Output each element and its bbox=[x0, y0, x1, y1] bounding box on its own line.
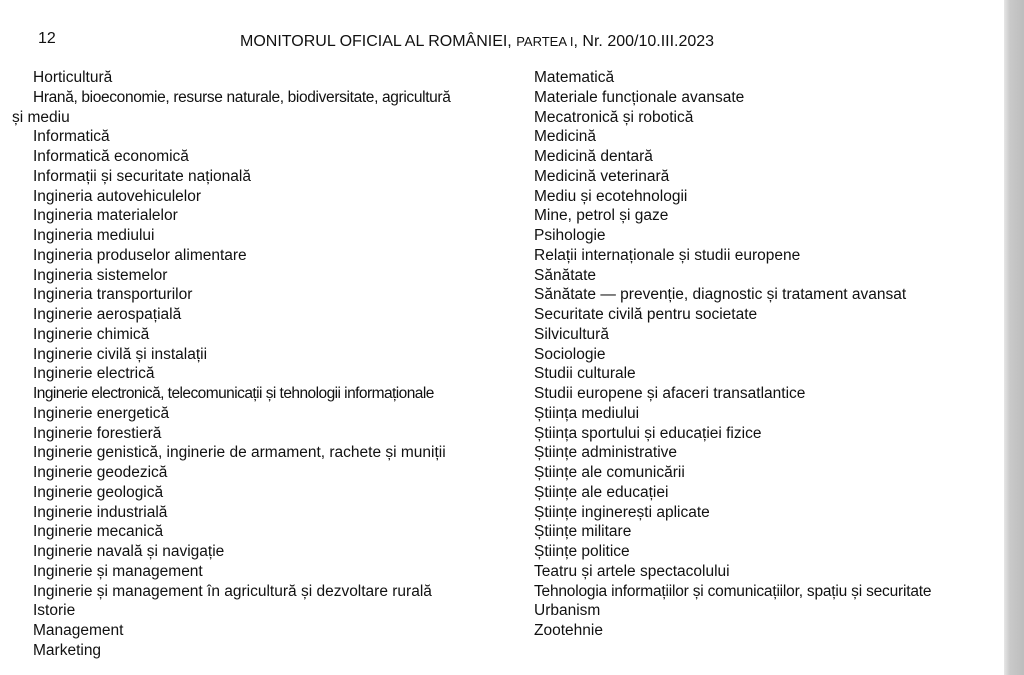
header-partea: PARTEA I bbox=[516, 34, 574, 49]
header-title-main: MONITORUL OFICIAL AL ROMÂNIEI, bbox=[240, 33, 512, 50]
list-item: Științe ale educației bbox=[534, 483, 669, 501]
list-item: Teatru și artele spectacolului bbox=[534, 562, 730, 580]
list-item: Inginerie electronică, telecomunicații și tehnologii informaționale bbox=[33, 385, 434, 402]
list-item: Zootehnie bbox=[534, 622, 603, 639]
list-item: Psihologie bbox=[534, 227, 606, 244]
list-item: Silvicultură bbox=[534, 325, 609, 343]
list-item: Ingineria transporturilor bbox=[33, 286, 193, 304]
list-item: Sănătate bbox=[534, 266, 597, 284]
list-item: Știința sportului și educației fizice bbox=[534, 424, 762, 442]
list-item: Ingineria sistemelor bbox=[33, 266, 168, 284]
list-item: Studii europene și afaceri transatlantice bbox=[534, 385, 806, 402]
list-item: Tehnologia informațiilor și comunicațiilor, spațiu și securitate bbox=[534, 582, 932, 600]
list-item: Hrană, bioeconomie, resurse naturale, biodiversitate, agricultură bbox=[33, 88, 451, 106]
domain-list-left bbox=[12, 68, 503, 661]
list-item: Mecatronică și robotică bbox=[534, 108, 694, 126]
list-item: Ingineria mediului bbox=[33, 227, 155, 244]
list-item: Medicină bbox=[534, 128, 597, 146]
list-item: Inginerie industrială bbox=[33, 503, 168, 521]
list-item: Securitate civilă pentru societate bbox=[534, 306, 758, 323]
list-item: Istorie bbox=[33, 602, 76, 620]
list-item: Științe politice bbox=[534, 543, 630, 560]
list-item: Inginerie mecanică bbox=[33, 523, 164, 541]
list-item: Relații internaționale și studii europene bbox=[534, 246, 801, 264]
list-item: Inginerie chimică bbox=[33, 325, 150, 343]
domain-list-right bbox=[534, 68, 999, 641]
list-item: Inginerie civilă și instalații bbox=[33, 345, 208, 363]
list-item: Mine, petrol și gaze bbox=[534, 207, 669, 225]
header-issue: , Nr. 200/10.III.2023 bbox=[573, 33, 715, 50]
list-item: Inginerie geologică bbox=[33, 483, 164, 501]
list-item: Inginerie genistică, inginerie de armament, rachete și muniții bbox=[33, 444, 446, 462]
list-item: Inginerie și management în agricultură și dezvoltare rurală bbox=[33, 582, 432, 600]
list-item: Marketing bbox=[33, 641, 102, 659]
list-item-continuation: și mediu bbox=[12, 108, 70, 126]
list-item: Matematică bbox=[534, 69, 615, 86]
list-item: Informatică bbox=[33, 128, 110, 146]
list-item: Inginerie și management bbox=[33, 562, 203, 580]
list-item: Medicină veterinară bbox=[534, 167, 670, 185]
list-item: Informatică economică bbox=[33, 148, 189, 165]
list-item: Științe militare bbox=[534, 523, 632, 541]
gazette-header bbox=[240, 33, 714, 51]
list-item: Sănătate — prevenție, diagnostic și tratament avansat bbox=[534, 286, 907, 304]
list-item: Materiale funcționale avansate bbox=[534, 88, 745, 106]
window-edge-shadow bbox=[1004, 0, 1024, 675]
list-item: Informații și securitate națională bbox=[33, 167, 251, 185]
list-item: Urbanism bbox=[534, 602, 601, 620]
list-item: Ingineria produselor alimentare bbox=[33, 246, 247, 264]
list-item: Sociologie bbox=[534, 345, 606, 363]
list-item: Științe administrative bbox=[534, 444, 678, 462]
list-item: Medicină dentară bbox=[534, 148, 653, 165]
list-item: Ingineria materialelor bbox=[33, 207, 178, 225]
list-item: Inginerie forestieră bbox=[33, 424, 162, 442]
list-item: Mediu și ecotehnologii bbox=[534, 187, 688, 205]
list-item: Științe ale comunicării bbox=[534, 464, 685, 481]
list-item: Științe inginerești aplicate bbox=[534, 503, 710, 521]
page-number: 12 bbox=[38, 30, 56, 47]
list-item: Inginerie electrică bbox=[33, 365, 155, 383]
list-item: Horticultură bbox=[33, 69, 113, 86]
list-item: Studii culturale bbox=[534, 365, 636, 383]
list-item: Inginerie aerospațială bbox=[33, 306, 182, 323]
list-item: Inginerie energetică bbox=[33, 404, 170, 422]
list-item: Inginerie geodezică bbox=[33, 464, 168, 481]
list-item: Inginerie navală și navigație bbox=[33, 543, 225, 560]
list-item: Ingineria autovehiculelor bbox=[33, 187, 202, 205]
list-item: Știința mediului bbox=[534, 404, 640, 422]
list-item: Management bbox=[33, 622, 124, 639]
